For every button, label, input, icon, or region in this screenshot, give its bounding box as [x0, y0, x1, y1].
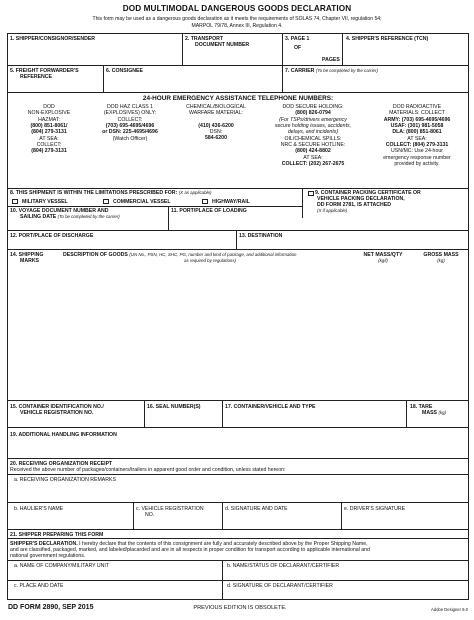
- field-2-label: 2. TRANSPORT: [185, 36, 224, 42]
- field-13-label: 13. DESTINATION: [239, 233, 283, 239]
- field-4-label: 4. SHIPPER'S REFERENCE (TCN): [346, 36, 429, 42]
- field-14-net-unit: (kg/l): [378, 258, 388, 263]
- checkbox-highway-rail[interactable]: [202, 199, 208, 204]
- field-18-label-2: MASS (kg): [422, 410, 447, 416]
- field-9-label-2: VEHICLE PACKING DECLARATION,: [317, 196, 405, 202]
- emergency-col-5: DOD RADIOACTIVE MATERIALS: COLLECT ARMY: (703) 695-4695/4696 USAF: (301) 981-5058 DLA: (800) 851-8061 AT SEA: COLLECT: (804) 279-3131 USN/MC: Use 24-hour emergency response number provided by activity.: [383, 104, 451, 168]
- field-10-label-2: SAILING DATE (To be completed by the carrier): [20, 214, 120, 220]
- field-12-label: 12. PORT/PLACE OF DISCHARGE: [10, 233, 94, 239]
- field-10-label: 10. VOYAGE DOCUMENT NUMBER AND: [10, 208, 109, 214]
- field-19-label: 19. ADDITIONAL HANDLING INFORMATION: [10, 432, 117, 438]
- form-title: DOD MULTIMODAL DANGEROUS GOODS DECLARATION: [122, 4, 352, 13]
- field-21d-label: d. SIGNATURE OF DECLARANT/CERTIFIER: [227, 583, 333, 589]
- field-21a-label: a. NAME OF COMPANY/MILITARY UNIT: [14, 563, 110, 569]
- field-20c-label-2: NO.: [145, 512, 155, 518]
- field-18-label: 18. TARE: [410, 404, 433, 410]
- label-highway-rail: HIGHWAY/RAIL: [212, 199, 250, 205]
- field-5-label-2: REFERENCE: [20, 74, 52, 80]
- emergency-col-4: DOD SECURE HOLDING: (800) 826-0794 (For TSPs/drivers emergency secure holding issues, accidents, delays, and incidents) OIL/CHEMICAL SPILLS: NRC & SECURE HOTLINE: (800) 424-8802 AT SEA: COLLECT: (202) 267-2675: [274, 104, 352, 168]
- field-6-label: 6. CONSIGNEE: [106, 68, 143, 74]
- obsolete-notice: PREVIOUS EDITION IS OBSOLETE.: [193, 605, 287, 611]
- field-9-label-3: DD FORM 2781, IS ATTACHED: [317, 202, 391, 208]
- field-3-label: 3. PAGE 1: [285, 36, 310, 42]
- field-15-label: 15. CONTAINER IDENTIFICATION NO./: [10, 404, 104, 410]
- field-7-label: 7. CARRIER (To be completed by the carrier): [285, 68, 378, 74]
- emergency-col-3: CHEMICAL/BIOLOGICAL WARFARE MATERIAL: (410) 436-6200 DSN: 584-6200: [186, 104, 246, 142]
- field-20e-label: e. DRIVER'S SIGNATURE: [344, 506, 406, 512]
- field-3-of: OF: [294, 45, 302, 51]
- form-id: DD FORM 2890, SEP 2015: [8, 604, 94, 611]
- field-14-gross-unit: (kg): [437, 258, 445, 263]
- field-20-text: Received the above number of packages/containers/trailers in apparent good order and condition, unless stated hereon:: [10, 467, 286, 473]
- field-21-label: 21. SHIPPER PREPARING THIS FORM: [10, 532, 104, 538]
- field-14-content-area[interactable]: [10, 266, 466, 400]
- field-14-description-note: as required by regulations): [184, 258, 236, 263]
- label-military-vessel: MILITARY VESSEL: [22, 199, 68, 205]
- emergency-col-1: DOD NON-EXPLOSIVE HAZMAT: (800) 851-8061/ (804) 279-3131 AT SEA: COLLECT: (804) 279-3131: [27, 104, 71, 155]
- emergency-col-2: DOD HAZ CLASS 1 (EXPLOSIVES) ONLY: COLLECT: (703) 695-4695/4696 or DSN: 225-4695/4696 (Watch Officer): [102, 104, 158, 142]
- emergency-heading: 24-HOUR EMERGENCY ASSISTANCE TELEPHONE NUMBERS:: [142, 95, 334, 102]
- form-subtitle-line2: MARPOL 79/78, Annex III, Regulation 4.: [191, 23, 283, 29]
- field-20a-label: a. RECEIVING ORGANIZATION REMARKS: [14, 477, 116, 483]
- field-21-declaration-3: national government regulations.: [10, 553, 86, 559]
- field-14-label-2: MARKS: [20, 258, 40, 264]
- field-11-label: 11. PORT/PLACE OF LOADING: [171, 208, 247, 214]
- field-14-net-mass: NET MASS/QTY: [363, 252, 403, 258]
- field-8-label: 8. THIS SHIPMENT IS WITHIN THE LIMITATIONS PRESCRIBED FOR: (X as applicable): [10, 190, 212, 196]
- checkbox-military-vessel[interactable]: [12, 199, 18, 204]
- field-21c-label: c. PLACE AND DATE: [14, 583, 64, 589]
- field-14-gross-mass: GROSS MASS: [423, 252, 459, 258]
- field-20c-label: c. VEHICLE REGISTRATION: [136, 506, 204, 512]
- field-21-declaration: SHIPPER'S DECLARATION. I hereby declare that the contents of this consignment are fully and accurately described above by the Proper Shipping Name,: [10, 541, 368, 547]
- field-3-pages: PAGES: [322, 57, 340, 63]
- field-20b-label: b. HAULIER'S NAME: [14, 506, 64, 512]
- software-version: Adobe Designer 9.0: [430, 607, 468, 612]
- field-14-description-header: DESCRIPTION OF GOODS (UN No., PSN, HC, SHC, PG, number and kind of package, and additional information: [63, 252, 297, 258]
- checkbox-commercial-vessel[interactable]: [103, 199, 109, 204]
- field-20-label: 20. RECEIVING ORGANIZATION RECEIPT: [10, 461, 113, 467]
- field-2-label-2: DOCUMENT NUMBER: [195, 42, 250, 48]
- field-21-declaration-2: and are classified, packaged, marked, and labeled/placarded and are in all respects in proper condition for transport according to applicable international and: [10, 547, 370, 553]
- field-5-label: 5. FREIGHT FORWARDER'S: [10, 68, 79, 74]
- form-subtitle-line1: This form may be used as a dangerous goods declaration as it meets the requirements of SOLAS 74, Chapter VII, regulation 54;: [92, 16, 382, 22]
- field-17-label: 17. CONTAINER/VEHICLE AND TYPE: [225, 404, 316, 410]
- field-16-label: 16. SEAL NUMBER(S): [147, 404, 201, 410]
- field-20d-label: d. SIGNATURE AND DATE: [225, 506, 288, 512]
- field-21b-label: b. NAME/STATUS OF DECLARANT/CERTIFIER: [227, 563, 340, 569]
- field-14-label: 14. SHIPPING: [10, 252, 44, 258]
- field-15-label-2: VEHICLE REGISTRATION NO.: [20, 410, 94, 416]
- field-9-note: (X if applicable): [317, 208, 348, 213]
- label-commercial-vessel: COMMERCIAL VESSEL: [113, 199, 171, 205]
- field-1-label: 1. SHIPPER/CONSIGNOR/SENDER: [10, 36, 96, 42]
- field-9-label: 9. CONTAINER PACKING CERTIFICATE OR: [315, 190, 421, 196]
